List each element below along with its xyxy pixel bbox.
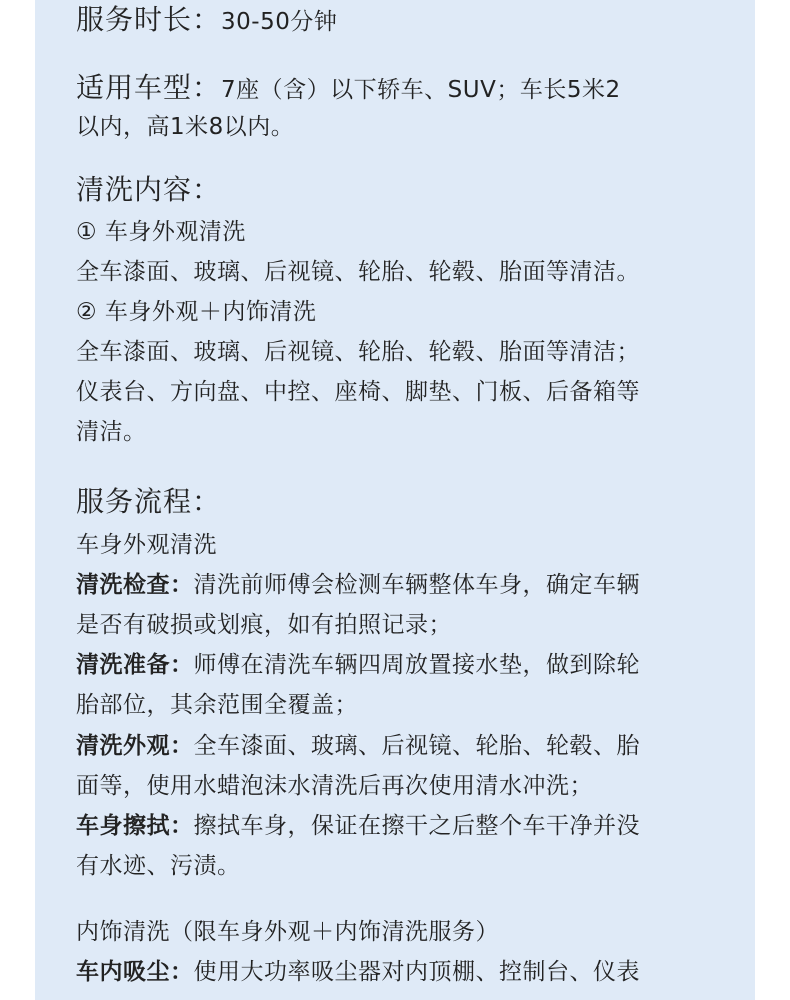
process-step-text: 面等，使用水蜡泡沫水清洗后再次使用清水冲洗； [76,773,593,799]
process-step-label: 清洗外观： [76,733,194,759]
service-duration-row [76,2,337,38]
service-process-heading: 服务流程： [76,485,222,518]
process-step-line [76,731,640,761]
process-step-label: 清洗检查： [76,572,194,598]
cleaning-option2-title: ② 车身外观＋内饰清洗 [76,299,317,325]
process-step-text: 全车漆面、玻璃、后视镜、轮胎、轮毂、胎 [193,733,640,759]
service-duration-label: 服务时长： [76,3,222,36]
process-step-text: 师傅在清洗车辆四周放置接水垫，做到除轮 [193,652,640,678]
process-step-label: 车身擦拭： [76,813,194,839]
applicable-models-value-line2: 以内，高1米8以内。 [76,114,295,140]
cleaning-content-heading: 清洗内容： [76,173,222,206]
process-step-text: 使用大功率吸尘器对内顶棚、控制台、仪表 [193,959,640,985]
applicable-models-row [76,70,621,106]
process-step-label: 清洗准备： [76,652,194,678]
interior-subtitle: 内饰清洗（限车身外观＋内饰清洗服务） [76,919,499,945]
cleaning-option2-desc-line1: 全车漆面、玻璃、后视镜、轮胎、轮毂、胎面等清洁； [76,339,640,365]
process-step-text: 胎部位，其余范围全覆盖； [76,692,358,718]
process-step-line [76,811,640,841]
process-step-text: 有水迹、污渍。 [76,853,241,879]
process-step-line [76,957,640,987]
process-step-line [76,570,640,600]
process-step-text: 清洗前师傅会检测车辆整体车身，确定车辆 [193,572,640,598]
process-step-text: 擦拭车身，保证在擦干之后整个车干净并没 [193,813,640,839]
cleaning-option1-desc: 全车漆面、玻璃、后视镜、轮胎、轮毂、胎面等清洁。 [76,259,640,285]
exterior-subtitle: 车身外观清洗 [76,532,217,558]
applicable-models-value-line1: 7座（含）以下轿车、SUV；车长5米2 [221,77,621,103]
cleaning-option1-title: ① 车身外观清洗 [76,219,246,245]
applicable-models-label: 适用车型： [76,71,222,104]
cleaning-option2-desc-line3: 清洁。 [76,419,147,445]
cleaning-option2-desc-line2: 仪表台、方向盘、中控、座椅、脚垫、门板、后备箱等 [76,379,640,405]
process-step-line [76,650,640,680]
process-step-label: 车内吸尘： [76,959,194,985]
service-duration-value: 30-50分钟 [221,9,338,35]
process-step-text: 是否有破损或划痕，如有拍照记录； [76,612,452,638]
